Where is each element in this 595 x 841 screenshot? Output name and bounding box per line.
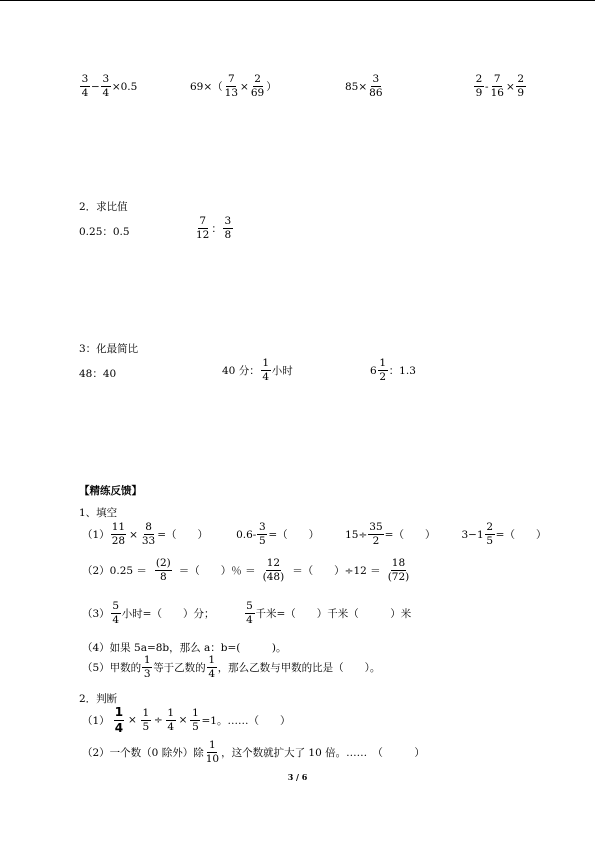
fill-heading: 1、填空 bbox=[79, 507, 118, 519]
fraction: $\frac{5}{4}$ bbox=[112, 600, 120, 627]
fill-q5: （5）甲数的 $\frac{1}{3}$ 等于乙数的 $\frac{1}{4}$ ，那么乙数与甲数的比是（ ）。 bbox=[82, 654, 381, 681]
fraction: $\frac{1}{5}$ bbox=[142, 706, 150, 733]
fill-q2: （2）0.25 ＝ $\frac{(2)}{8}$ ＝（ ）％ ＝ $\frac{12}{(48)}$ ＝（ ）÷12 ＝ $\frac{18}{(72)}$ bbox=[82, 557, 410, 584]
fraction: $\frac{2}{69}$ bbox=[250, 73, 265, 100]
ratio-item-2: $\frac{7}{12}$ ： $\frac{3}{8}$ bbox=[196, 215, 232, 242]
calc-expression-1: $\frac{3}{4}$ − $\frac{3}{4}$ ×0.5 bbox=[81, 73, 138, 100]
fraction: $\frac{(2)}{8}$ bbox=[155, 557, 171, 584]
fraction: $\frac{1}{3}$ bbox=[143, 654, 151, 681]
ratio-item-1: 0.25：0.5 bbox=[79, 226, 130, 238]
fill-q1: （1） $\frac{11}{28}$ × $\frac{8}{33}$ =（ ） 0.6- $\frac{3}{5}$ =（ ） 15÷ $\frac{35}{2}$ =（ ） 3−1 $\frac{2}{5}$ =（ ） bbox=[82, 521, 547, 548]
fraction: $\frac{35}{2}$ bbox=[369, 521, 383, 548]
simplify-item-1: 48：40 bbox=[79, 368, 117, 380]
fraction: $\frac{1}{4}$ bbox=[114, 705, 124, 735]
judge-j1: （1） $\frac{1}{4}$ × $\frac{1}{5}$ ÷ $\frac{1}{4}$ × $\frac{1}{5}$ =1。……（ ） bbox=[82, 705, 291, 735]
simplify-item-2: 40 分： $\frac{1}{4}$ 小时 bbox=[222, 357, 293, 384]
fraction: $\frac{18}{(72)}$ bbox=[387, 557, 410, 584]
page-number: 3 / 6 bbox=[287, 772, 308, 782]
fraction: $\frac{2}{9}$ bbox=[517, 73, 525, 100]
fraction: $\frac{2}{9}$ bbox=[475, 73, 483, 100]
fraction: $\frac{1}{2}$ bbox=[379, 357, 387, 384]
fraction: $\frac{3}{5}$ bbox=[258, 521, 266, 548]
judge-j2: （2）一个数（0 除外）除 $\frac{1}{10}$ ，这个数就扩大了 10 倍。…… （ ） bbox=[82, 739, 425, 766]
fraction: $\frac{3}{86}$ bbox=[369, 73, 383, 100]
calc-expression-3: 85× $\frac{3}{86}$ bbox=[345, 73, 383, 100]
top-rule bbox=[0, 0, 595, 1]
fraction: $\frac{7}{12}$ bbox=[196, 215, 210, 242]
fraction: $\frac{1}{4}$ bbox=[167, 706, 175, 733]
simplify-item-3: 6 $\frac{1}{2}$ ：1.3 bbox=[370, 357, 416, 384]
fraction: $\frac{3}{8}$ bbox=[224, 215, 232, 242]
fraction: $\frac{12}{(48)}$ bbox=[262, 557, 285, 584]
calc-expression-2: 69×（ $\frac{7}{13}$ × $\frac{2}{69}$ ） bbox=[190, 73, 277, 100]
fraction: $\frac{1}{4}$ bbox=[262, 357, 270, 384]
practice-title: 【精练反馈】 bbox=[79, 485, 142, 497]
section-heading-simplify: 3：化最简比 bbox=[79, 343, 139, 355]
fraction: $\frac{2}{5}$ bbox=[486, 521, 493, 548]
fraction: $\frac{3}{4}$ bbox=[102, 73, 110, 100]
fraction: $\frac{8}{33}$ bbox=[141, 521, 156, 548]
fraction: $\frac{1}{5}$ bbox=[192, 706, 199, 733]
section-heading-ratio: 2．求比值 bbox=[79, 201, 128, 213]
fraction: $\frac{11}{28}$ bbox=[111, 521, 126, 548]
fill-q3: （3） $\frac{5}{4}$ 小时=（ ）分； $\frac{5}{4}$ 千米=（ ）千米（ ）米 bbox=[82, 600, 412, 627]
fraction: $\frac{7}{13}$ bbox=[224, 73, 239, 100]
fill-q4: （4）如果 5a=8b，那么 a：b=( )。 bbox=[82, 642, 287, 654]
fraction: $\frac{5}{4}$ bbox=[246, 600, 253, 627]
fraction: $\frac{3}{4}$ bbox=[81, 73, 89, 100]
calc-expression-4: $\frac{2}{9}$ - $\frac{7}{16}$ × $\frac{2}{9}$ bbox=[475, 73, 525, 100]
judge-heading: 2．判断 bbox=[79, 693, 118, 705]
fraction: $\frac{1}{4}$ bbox=[208, 654, 216, 681]
fraction: $\frac{7}{16}$ bbox=[490, 73, 504, 100]
fraction: $\frac{1}{10}$ bbox=[205, 739, 220, 766]
